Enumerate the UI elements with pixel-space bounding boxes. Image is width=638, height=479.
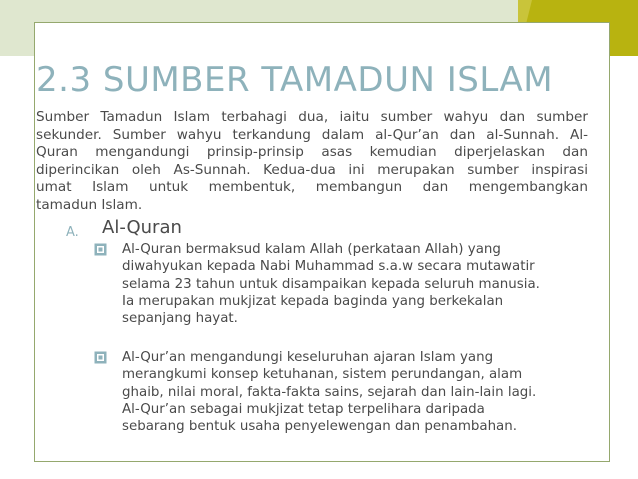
square-bullet-icon (94, 243, 107, 256)
section-letter: A. (66, 225, 79, 240)
intro-line: umat Islam untuk membentuk, membangun dan mengembangkan (36, 179, 588, 196)
bullet-line: Al-Quran bermaksud kalam Allah (perkataan Allah) yang (122, 242, 501, 257)
intro-paragraph (36, 109, 588, 215)
bullet-text (122, 241, 592, 327)
bullet-line: Al-Qur’an sebagai mukjizat tetap terpelihara daripada (122, 401, 485, 417)
bullet-line: Al-Qur’an mengandungi keseluruhan ajaran Islam yang (122, 350, 494, 365)
slide-title: 2.3 SUMBER TAMADUN ISLAM (36, 60, 554, 100)
square-bullet-icon (94, 351, 107, 364)
bullet-line: merangkumi konsep ketuhanan, sistem perundangan, alam (122, 367, 523, 383)
intro-line: tamadun Islam. (36, 196, 143, 213)
bullet-text (122, 349, 592, 435)
intro-line: Sumber Tamadun Islam terbahagi dua, iaitu sumber wahyu dan sumber (36, 109, 588, 125)
bullet-line: sepanjang hayat. (122, 311, 238, 327)
bullet-line: diwahyukan kepada Nabi Muhammad s.a.w secara mutawatir (122, 259, 535, 275)
intro-line: Quran mengandungi prinsip-prinsip asas kemudian diperjelaskan dan (36, 144, 588, 161)
bullet-line: ghaib, nilai moral, fakta-fakta sains, sejarah dan lain-lain lagi. (122, 384, 537, 400)
bullet-line: sebarang bentuk usaha penyelewengan dan penambahan. (122, 419, 518, 435)
bullet-line: selama 23 tahun untuk disampaikan kepada seluruh manusia. (122, 276, 540, 292)
intro-line: sekunder. Sumber wahyu terkandung dalam al-Qur’an dan al-Sunnah. Al- (36, 126, 588, 143)
bullet-line: Ia merupakan mukjizat kepada baginda yang berkekalan (122, 293, 504, 309)
intro-line: diperincikan oleh As-Sunnah. Kedua-dua ini merupakan sumber inspirasi (36, 161, 588, 178)
section-title: Al-Quran (102, 217, 182, 238)
